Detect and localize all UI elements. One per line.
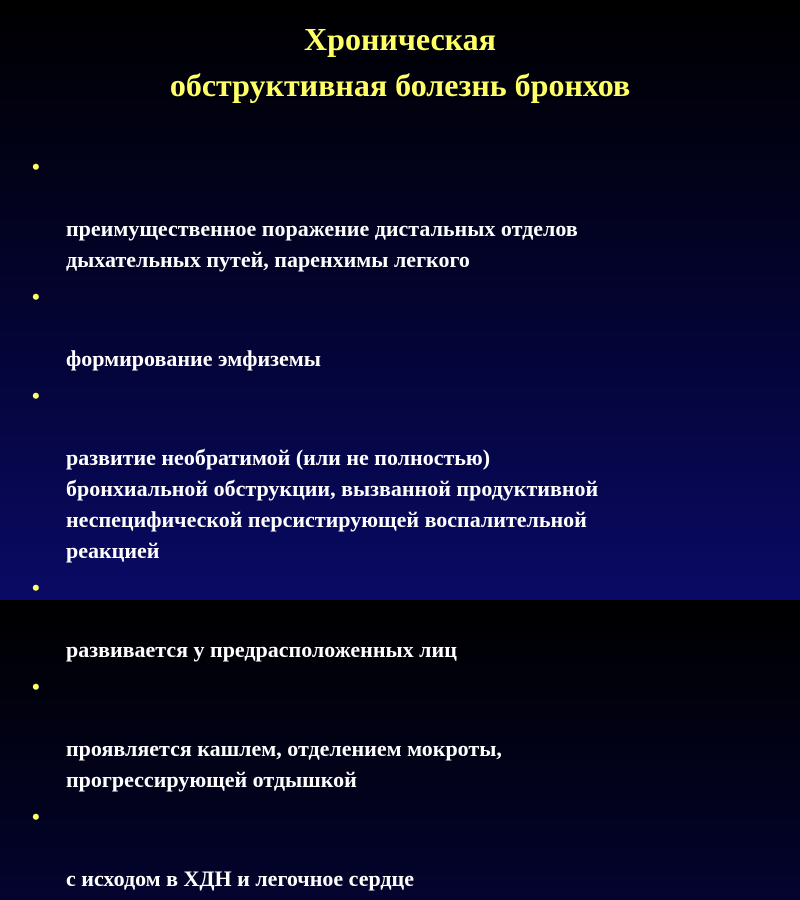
slide-title <box>0 16 800 108</box>
bullet-item <box>32 671 792 795</box>
bullet-text: развитие необратимой (или не полностью) бронхиальной обструкции, вызванной продуктивной неспецифической персистирующей воспалительной реакцией <box>66 445 599 563</box>
bullet-list <box>32 151 792 900</box>
bullet-marker: • <box>32 575 40 600</box>
bullet-text: развивается у предрасположенных лиц <box>66 637 457 662</box>
bullet-marker: • <box>32 804 40 829</box>
bullet-item <box>32 801 792 894</box>
bullet-text: с исходом в ХДН и легочное сердце <box>66 866 414 891</box>
slide-title-line-2: обструктивная болезнь бронхов <box>169 67 631 103</box>
bullet-item <box>32 380 792 566</box>
slide-title-line-1: Хроническая <box>304 21 496 57</box>
bullet-item <box>32 151 792 275</box>
bullet-marker: • <box>32 154 40 179</box>
bullet-marker: • <box>32 284 40 309</box>
bullet-text: проявляется кашлем, отделением мокроты, прогрессирующей отдышкой <box>66 736 502 792</box>
bullet-text: формирование эмфиземы <box>66 346 321 371</box>
bullet-item <box>32 572 792 665</box>
bullet-item <box>32 281 792 374</box>
bullet-marker: • <box>32 383 40 408</box>
bullet-marker: • <box>32 674 40 699</box>
bullet-text: преимущественное поражение дистальных отделов дыхательных путей, паренхимы легкого <box>66 216 578 272</box>
